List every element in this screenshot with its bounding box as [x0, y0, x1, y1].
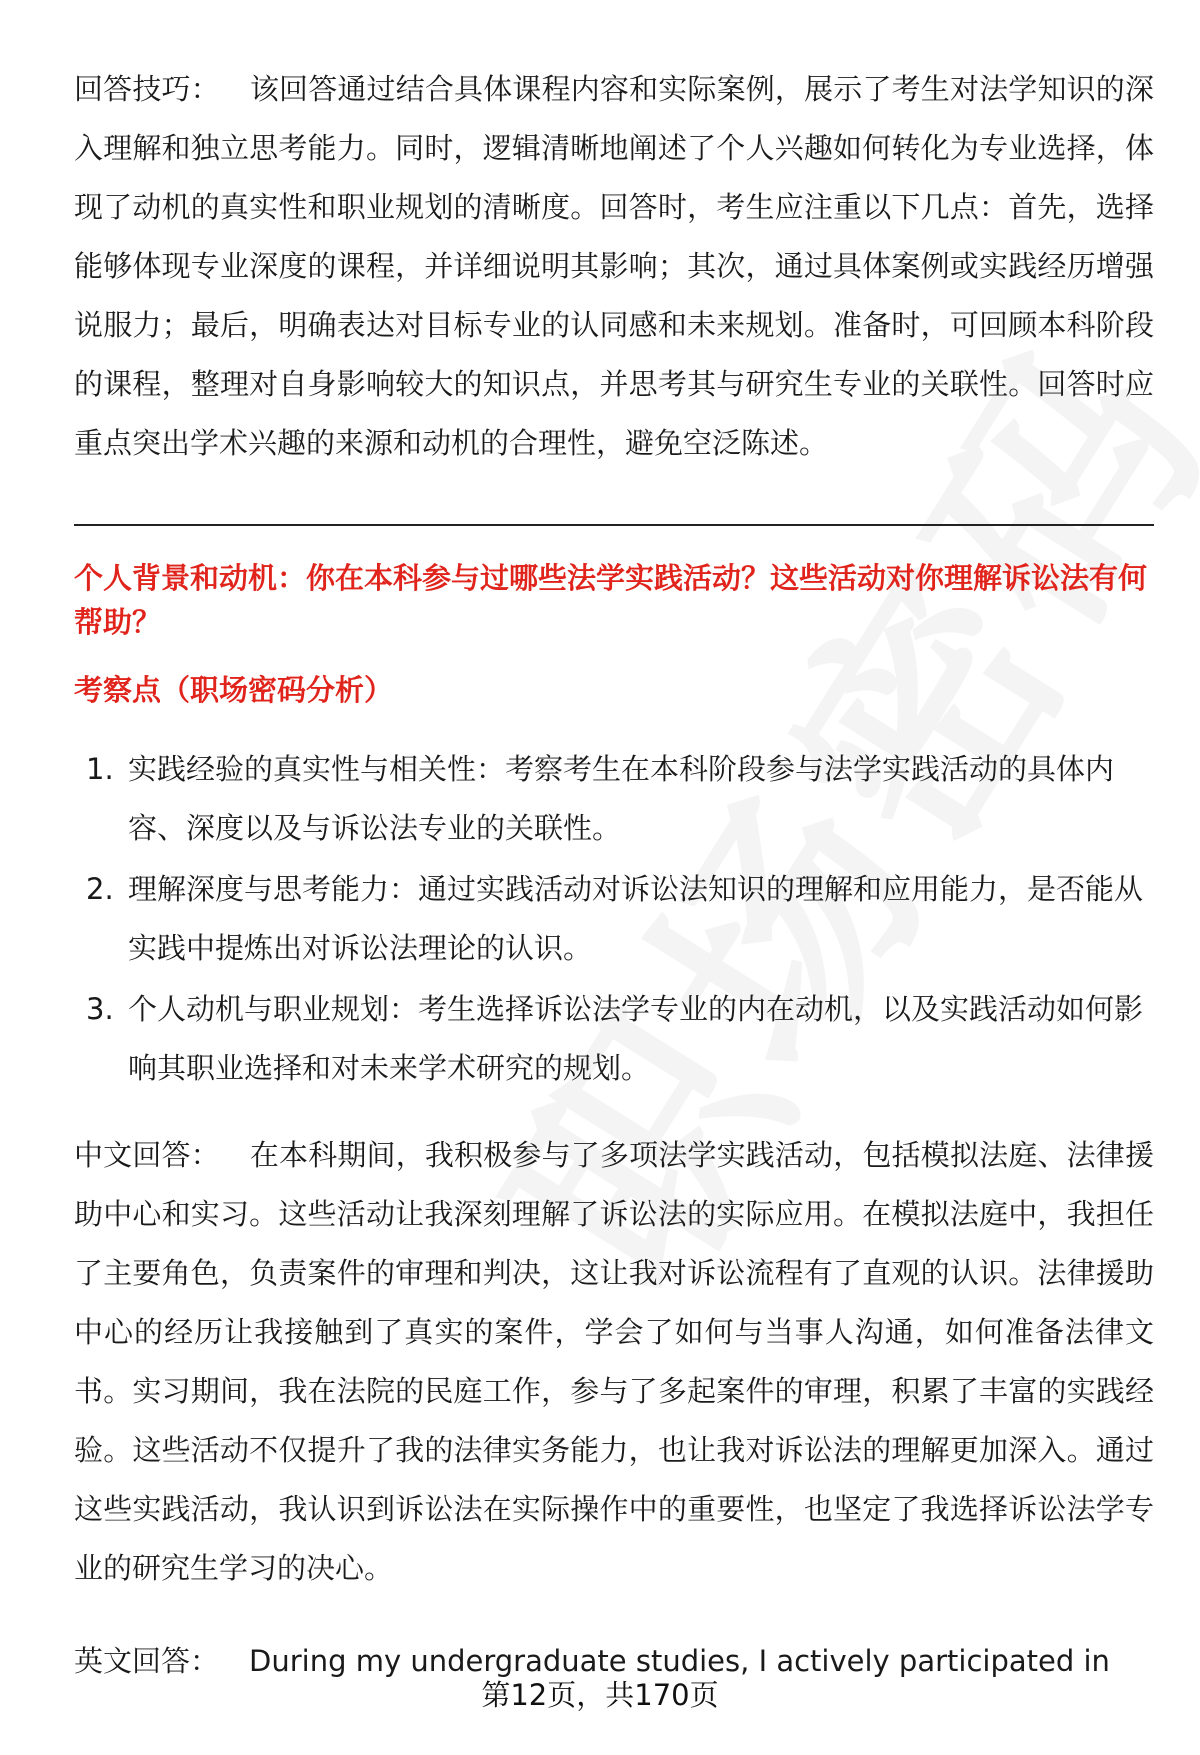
- cn-answer-label: 中文回答：: [74, 1138, 220, 1172]
- focus-item-number: 1.: [86, 752, 114, 786]
- focus-list: [74, 740, 1154, 1100]
- tips-text: 该回答通过结合具体课程内容和实际案例，展示了考生对法学知识的深入理解和独立思考能力。同时，逻辑清晰地阐述了个人兴趣如何转化为专业选择，体现了动机的真实性和职业规划的清晰度。回答时，考生应注重以下几点：首先，选择能够体现专业深度的课程，并详细说明其影响；其次，通过具体案例或实践经历增强说服力；最后，明确表达对目标专业的认同感和未来规划。准备时，可回顾本科阶段的课程，整理对自身影响较大的知识点，并思考其与研究生专业的关联性。回答时应重点突出学术兴趣的来源和动机的合理性，避免空泛陈述。: [74, 72, 1154, 460]
- document-page: [74, 0, 1154, 1755]
- focus-item-number: 2.: [86, 872, 114, 906]
- focus-item-text: 实践经验的真实性与相关性：考察考生在本科阶段参与法学实践活动的具体内容、深度以及与诉讼法专业的关联性。: [128, 752, 1115, 845]
- focus-item-3: [74, 980, 1154, 1098]
- focus-item-number: 3.: [86, 992, 114, 1026]
- cn-answer-paragraph: [74, 1126, 1154, 1598]
- focus-item-2: [74, 860, 1154, 978]
- en-answer-label: 英文回答：: [74, 1644, 220, 1678]
- en-answer-text: During my undergraduate studies, I actively participated in: [249, 1644, 1110, 1678]
- section-divider: [74, 524, 1154, 526]
- focus-item-text: 理解深度与思考能力：通过实践活动对诉讼法知识的理解和应用能力，是否能从实践中提炼出对诉讼法理论的认识。: [128, 872, 1144, 965]
- question-title: 个人背景和动机：你在本科参与过哪些法学实践活动？这些活动对你理解诉讼法有何帮助？: [74, 561, 1148, 639]
- focus-item-1: [74, 740, 1154, 858]
- focus-item-text: 个人动机与职业规划：考生选择诉讼法学专业的内在动机，以及实践活动如何影响其职业选择和对未来学术研究的规划。: [128, 992, 1144, 1085]
- tips-label: 回答技巧：: [74, 72, 220, 106]
- cn-answer-text: 在本科期间，我积极参与了多项法学实践活动，包括模拟法庭、法律援助中心和实习。这些活动让我深刻理解了诉讼法的实际应用。在模拟法庭中，我担任了主要角色，负责案件的审理和判决，这让我对诉讼流程有了直观的认识。法律援助中心的经历让我接触到了真实的案件，学会了如何与当事人沟通，如何准备法律文书。实习期间，我在法院的民庭工作，参与了多起案件的审理，积累了丰富的实践经验。这些活动不仅提升了我的法律实务能力，也让我对诉讼法的理解更加深入。通过这些实践活动，我认识到诉讼法在实际操作中的重要性，也坚定了我选择诉讼法学专业的研究生学习的决心。: [74, 1138, 1154, 1585]
- page-number: 第12页，共170页: [481, 1678, 719, 1712]
- tips-paragraph: [74, 60, 1154, 473]
- focus-title: 考察点（职场密码分析）: [74, 673, 394, 707]
